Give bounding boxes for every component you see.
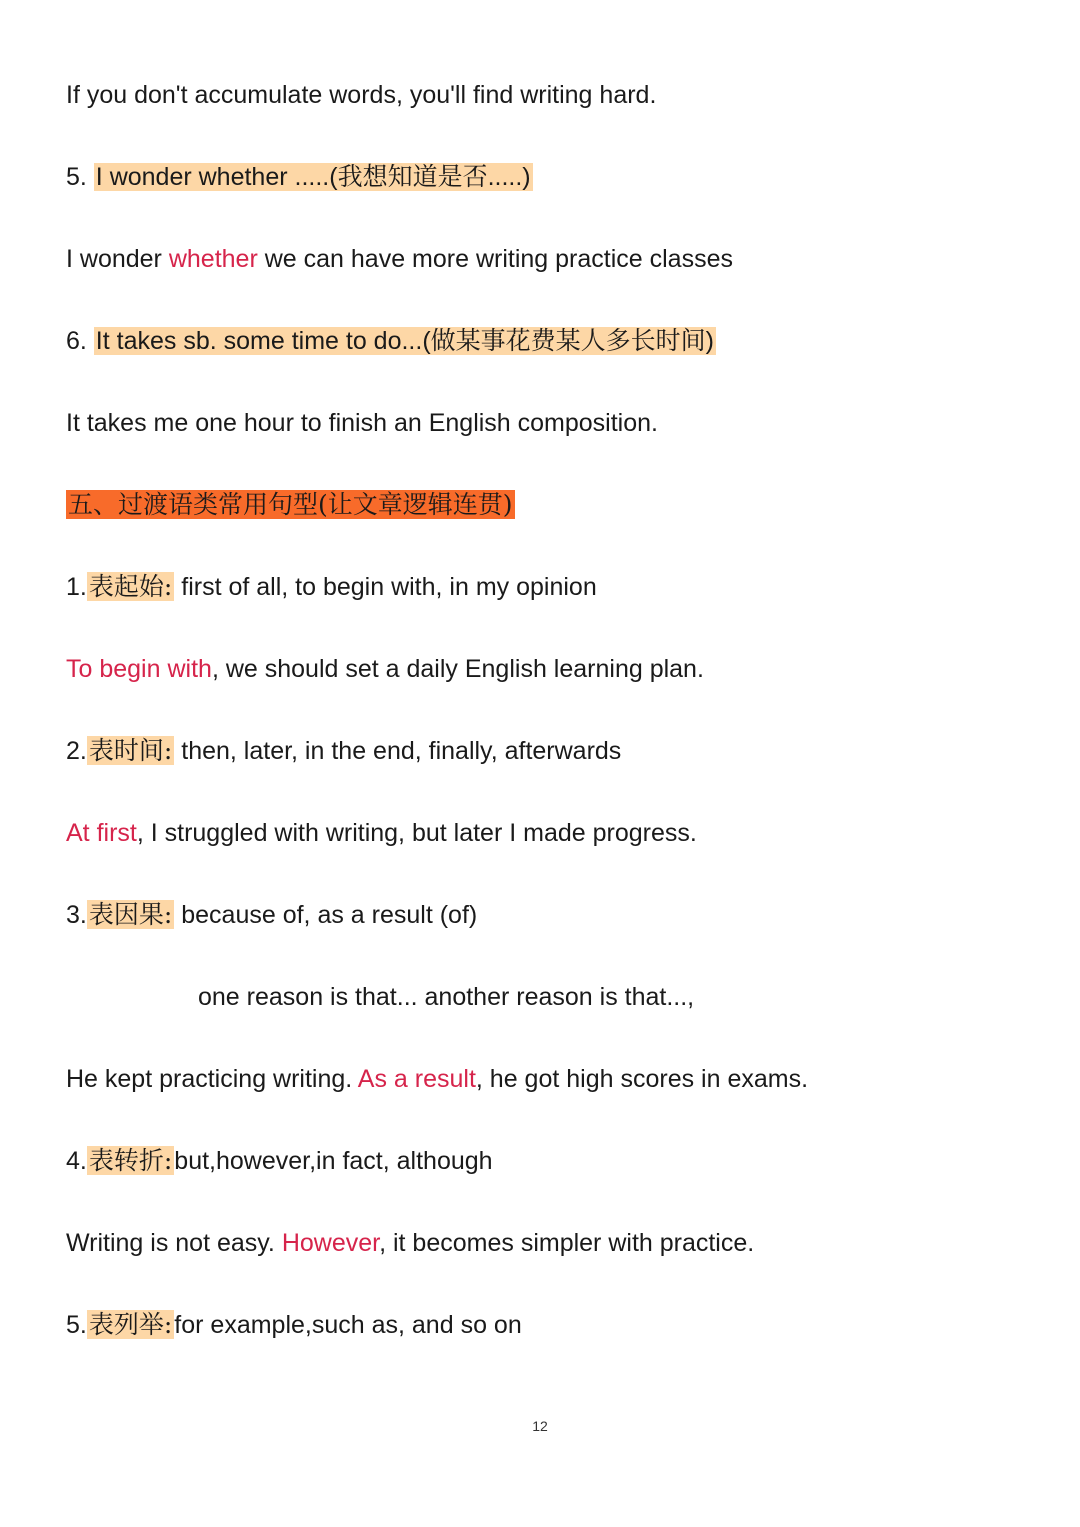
example-sentence: He kept practicing writing. As a result, he got high scores in exams.	[66, 1065, 809, 1093]
example-sentence: To begin with, we should set a daily English learning plan.	[66, 655, 704, 683]
pattern-item: 3.表因果: because of, as a result (of)	[66, 900, 478, 929]
example-sentence: If you don't accumulate words, you'll find writing hard.	[66, 81, 657, 109]
page-number: 12	[532, 1418, 548, 1434]
pattern-item: 5. I wonder whether .....(我想知道是否.....)	[66, 163, 531, 191]
category-highlight: 表转折:	[88, 1146, 173, 1175]
pattern-highlight: It takes sb. some time to do...(做某事花费某人多长时间)	[95, 327, 714, 355]
pattern-item: 1.表起始: first of all, to begin with, in my opinion	[66, 572, 597, 601]
pattern-item: 2.表时间: then, later, in the end, finally, afterwards	[66, 736, 622, 765]
pattern-item: 5.表列举:for example,such as, and so on	[66, 1310, 522, 1339]
keyword: However	[281, 1229, 380, 1257]
pattern-item: 6. It takes sb. some time to do...(做某事花费某人多长时间)	[66, 327, 714, 355]
category-highlight: 表列举:	[88, 1310, 173, 1339]
keyword: At first	[66, 819, 137, 847]
pattern-item: 4.表转折:but,however,in fact, although	[66, 1146, 493, 1175]
example-sentence: I wonder whether we can have more writing practice classes	[66, 245, 733, 273]
example-sentence: At first, I struggled with writing, but later I made progress.	[66, 819, 697, 847]
category-highlight: 表因果:	[88, 900, 173, 929]
pattern-highlight: I wonder whether .....(我想知道是否.....)	[95, 163, 531, 191]
category-highlight: 表起始:	[88, 572, 173, 601]
example-sentence: Writing is not easy. However, it becomes simpler with practice.	[66, 1229, 755, 1257]
pattern-continuation: one reason is that... another reason is that...,	[198, 983, 695, 1011]
keyword: whether	[168, 245, 258, 273]
example-sentence: It takes me one hour to finish an English composition.	[66, 409, 658, 437]
section-heading-highlight: 五、过渡语类常用句型(让文章逻辑连贯)	[68, 490, 513, 519]
keyword: To begin with	[66, 655, 212, 683]
category-highlight: 表时间:	[88, 736, 173, 765]
keyword: As a result	[357, 1065, 476, 1093]
section-heading	[66, 487, 515, 523]
